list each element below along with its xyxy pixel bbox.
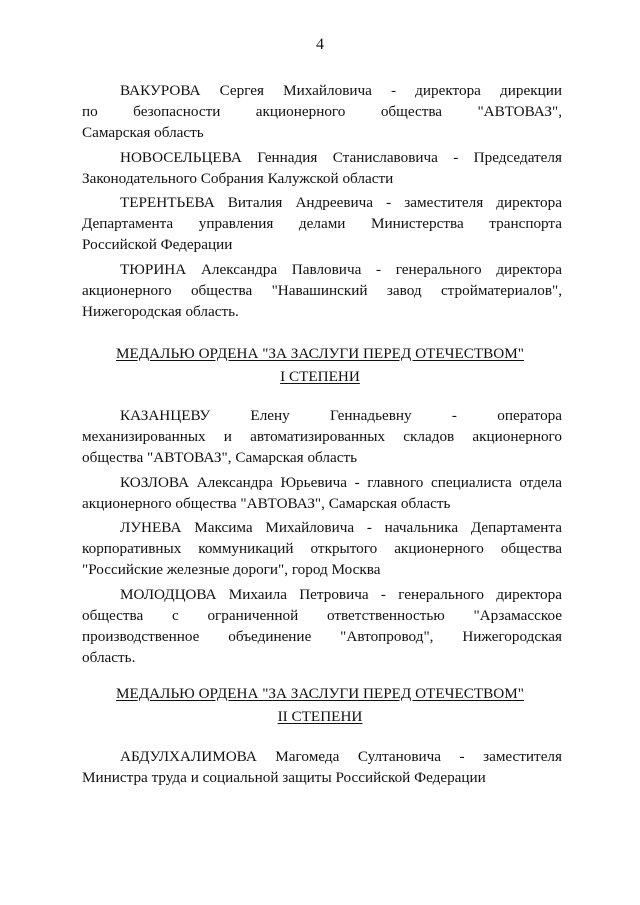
award-entry [82, 259, 562, 323]
entry-line: общества с ограниченной ответственностью "Арзамасское [82, 606, 562, 624]
award-heading-2nd-degree [0, 682, 640, 728]
entry-line: ЛУНЕВА Максима Михайловича - начальника Департамента [120, 519, 562, 537]
entry-line: акционерного общества "Навашинский завод стройматериалов", [82, 281, 562, 299]
entry-line: акционерного общества "АВТОВАЗ", Самарская область [82, 494, 451, 512]
entry-line: "Российские железные дороги", город Москва [82, 561, 381, 579]
award-heading-1st-degree [0, 342, 640, 388]
entry-line: Министра труда и социальной защиты Российской Федерации [82, 769, 486, 787]
award-list-2nd-degree [82, 746, 562, 788]
heading-line: II СТЕПЕНИ [277, 708, 363, 725]
award-entry [82, 746, 562, 788]
award-entry [82, 147, 562, 189]
entry-line: Российской Федерации [82, 236, 233, 254]
award-entry [82, 192, 562, 256]
award-list-1st-degree [82, 405, 562, 668]
heading-line: МЕДАЛЬЮ ОРДЕНА "ЗА ЗАСЛУГИ ПЕРЕД ОТЕЧЕСТВОМ" [116, 345, 524, 362]
entry-line: корпоративных коммуникаций открытого акционерного общества [82, 540, 562, 558]
entry-line: НОВОСЕЛЬЦЕВА Геннадия Станиславовича - Председателя [120, 148, 562, 166]
award-list-continued [82, 80, 562, 322]
entry-line: механизированных и автоматизированных складов акционерного [82, 428, 562, 446]
entry-line: АБДУЛХАЛИМОВА Магомеда Султановича - заместителя [120, 748, 562, 765]
page-number: 4 [316, 36, 324, 53]
entry-line: Самарская область [82, 124, 204, 142]
entry-line: производственное объединение "Автопровод", Нижегородская [82, 628, 562, 646]
entry-line: ТЕРЕНТЬЕВА Виталия Андреевича - заместителя директора [120, 194, 562, 212]
award-entry [82, 472, 562, 514]
entry-line: по безопасности акционерного общества "АВТОВАЗ", [82, 103, 562, 121]
entry-line: КАЗАНЦЕВУ Елену Геннадьевну - оператора [120, 407, 562, 424]
award-entry [82, 80, 562, 144]
entry-line: ВАКУРОВА Сергея Михайловича - директора дирекции [120, 82, 562, 99]
entry-line: общества "АВТОВАЗ", Самарская область [82, 449, 358, 467]
entry-line: МОЛОДЦОВА Михаила Петровича - генерального директора [120, 585, 562, 603]
entry-line: Департамента управления делами Министерства транспорта [82, 215, 562, 233]
heading-line: МЕДАЛЬЮ ОРДЕНА "ЗА ЗАСЛУГИ ПЕРЕД ОТЕЧЕСТВОМ" [116, 685, 524, 702]
entry-line: КОЗЛОВА Александра Юрьевича - главного специалиста отдела [120, 473, 562, 491]
award-entry [82, 517, 562, 581]
entry-line: Нижегородская область. [82, 303, 239, 321]
entry-line: ТЮРИНА Александра Павловича - генерального директора [120, 260, 562, 278]
award-entry [82, 405, 562, 469]
award-entry [82, 584, 562, 669]
heading-line: I СТЕПЕНИ [280, 368, 360, 385]
entry-line: область. [82, 649, 136, 667]
entry-line: Законодательного Собрания Калужской области [82, 169, 394, 187]
